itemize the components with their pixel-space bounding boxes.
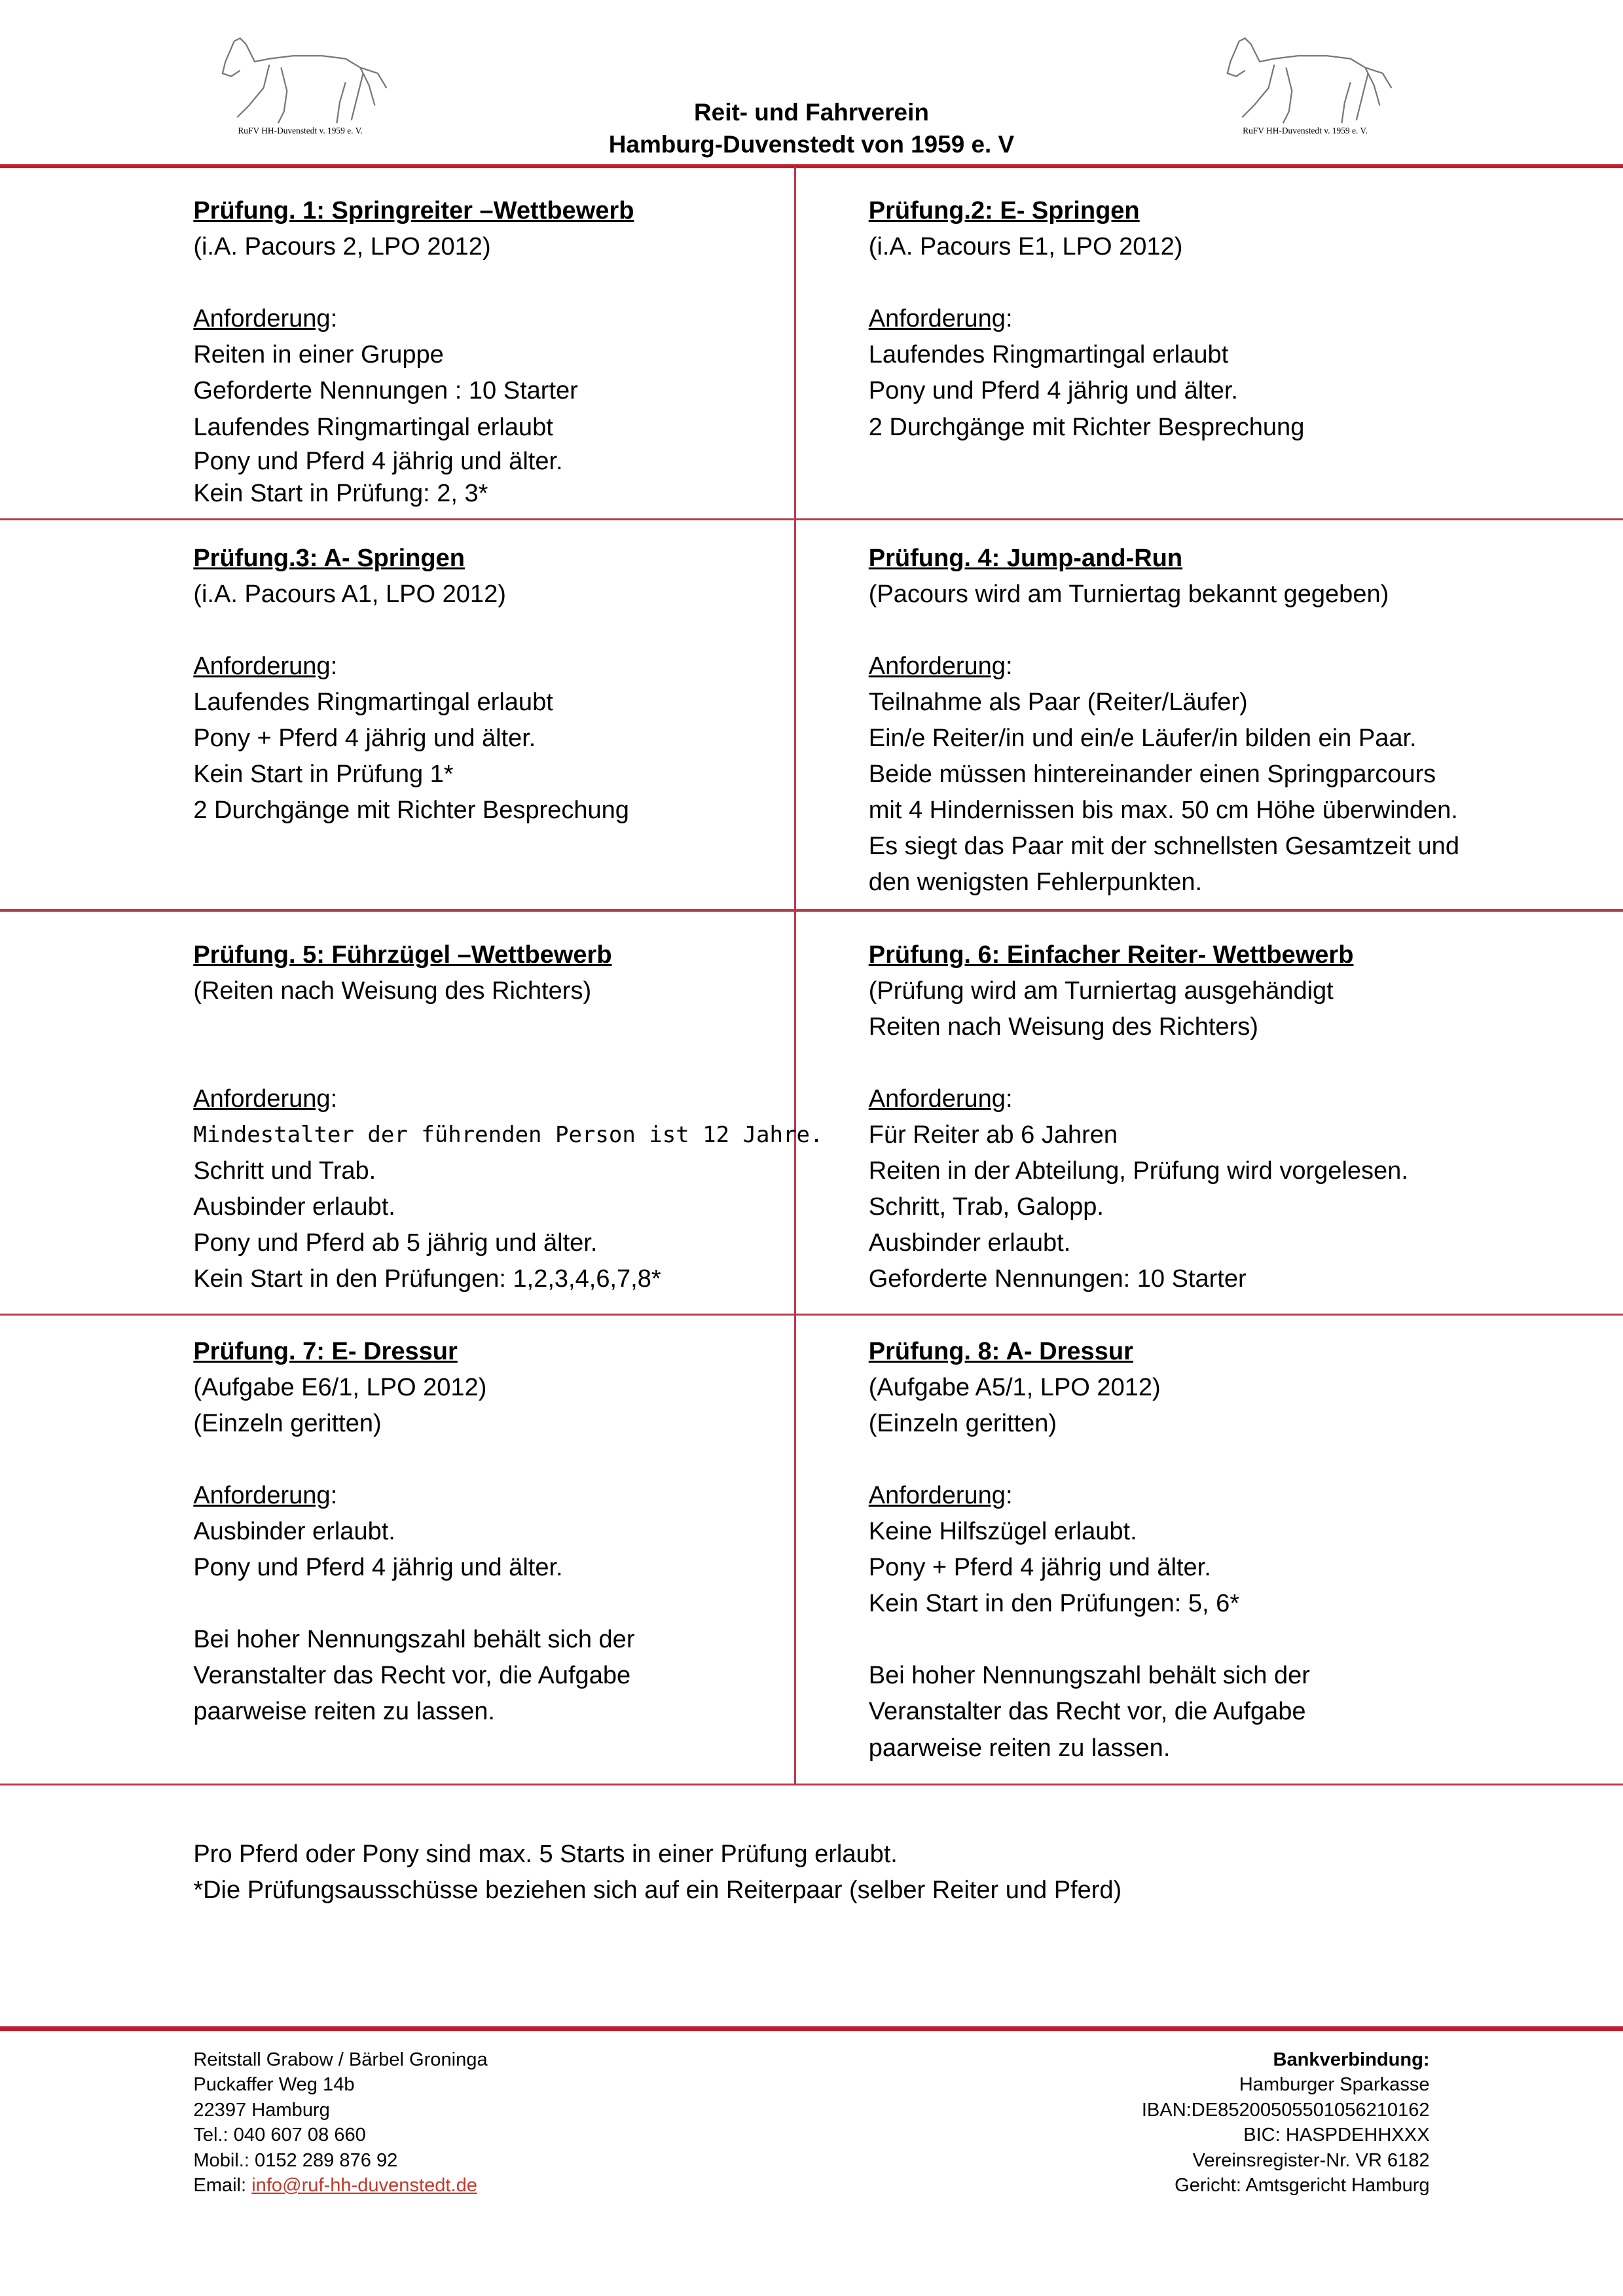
row-divider (0, 1314, 1623, 1316)
requirement-line: Teilnahme als Paar (Reiter/Läufer) (868, 688, 1248, 716)
footer-contact-line: 22397 Hamburg (193, 2099, 330, 2121)
requirement-label: Anforderung (868, 305, 1006, 333)
requirement-label-line: Anforderung: (868, 1085, 1013, 1113)
bank-heading: Bankverbindung: (1273, 2049, 1430, 2070)
requirement-label: Anforderung (868, 652, 1006, 680)
section-pruefung-1 (193, 193, 634, 510)
requirement-line: Laufendes Ringmartingal erlaubt (193, 413, 553, 441)
header-rule (0, 164, 1623, 169)
footer-rule (0, 2026, 1623, 2031)
requirement-line: Ausbinder erlaubt. (193, 1193, 395, 1221)
footer-bank (1142, 2047, 1430, 2198)
blank-line (869, 1045, 1408, 1081)
requirement-line: paarweise reiten zu lassen. (868, 1734, 1171, 1762)
row-divider (0, 909, 1623, 911)
requirement-line: Geforderte Nennungen : 10 Starter (193, 377, 578, 405)
requirement-line: Geforderte Nennungen: 10 Starter (868, 1265, 1247, 1293)
note-line: Pro Pferd oder Pony sind max. 5 Starts in einer Prüfung erlaubt. (193, 1840, 898, 1868)
row-divider (0, 518, 1623, 520)
row-divider (0, 1784, 1623, 1785)
section-subline: Reiten nach Weisung des Richters) (868, 1013, 1258, 1041)
requirement-line: Pony und Pferd 4 jährig und älter. (868, 377, 1238, 405)
section-subline: (i.A. Pacours A1, LPO 2012) (193, 580, 506, 608)
club-title-line-2: Hamburg-Duvenstedt von 1959 e. V (608, 131, 1015, 158)
section-pruefung-7 (193, 1334, 634, 1730)
requirement-line: Kein Start in den Prüfungen: 5, 6* (868, 1590, 1240, 1618)
section-heading: Prüfung. 5: Führzügel –Wettbewerb (193, 941, 612, 969)
requirement-line: Ausbinder erlaubt. (868, 1229, 1071, 1257)
requirement-line: Für Reiter ab 6 Jahren (868, 1121, 1118, 1149)
bank-line: Gericht: Amtsgericht Hamburg (1175, 2175, 1430, 2197)
section-subline: (Reiten nach Weisung des Richters) (193, 977, 592, 1005)
section-heading: Prüfung. 7: E- Dressur (193, 1338, 458, 1366)
section-subline: (i.A. Pacours E1, LPO 2012) (868, 233, 1183, 261)
logo-caption: RuFV HH-Duvenstedt v. 1959 e. V. (1243, 126, 1368, 136)
requirement-label-line: Anforderung: (193, 1085, 338, 1113)
requirement-label: Anforderung (193, 1085, 331, 1113)
requirement-line: Ausbinder erlaubt. (193, 1518, 395, 1546)
logo-caption: RuFV HH-Duvenstedt v. 1959 e. V. (238, 126, 363, 136)
section-pruefung-3 (193, 541, 629, 829)
section-pruefung-6 (869, 937, 1408, 1297)
requirement-label-line: Anforderung: (193, 652, 338, 680)
club-logo-right (1210, 29, 1400, 147)
email-label: Email: (193, 2175, 252, 2197)
requirement-label-line: Anforderung: (193, 1482, 338, 1510)
section-heading: Prüfung.2: E- Springen (868, 197, 1140, 225)
blank-line (193, 613, 629, 649)
requirement-label-line: Anforderung: (868, 652, 1013, 680)
footer-contact-line: Tel.: 040 607 08 660 (193, 2125, 366, 2146)
section-pruefung-4 (869, 541, 1459, 901)
requirement-line: Veranstalter das Recht vor, die Aufgabe (868, 1698, 1306, 1726)
requirement-line: Kein Start in Prüfung 1* (193, 760, 454, 788)
requirement-line: Schritt, Trab, Galopp. (868, 1193, 1104, 1221)
requirement-line: Schritt und Trab. (193, 1157, 376, 1185)
section-heading: Prüfung.3: A- Springen (193, 544, 465, 572)
requirement-line: 2 Durchgänge mit Richter Besprechung (193, 796, 629, 824)
section-heading: Prüfung. 1: Springreiter –Wettbewerb (193, 197, 634, 225)
requirement-line: Reiten in einer Gruppe (193, 341, 444, 369)
club-title-line-1: Reit- und Fahrverein (694, 98, 929, 126)
footer-contact-line: Puckaffer Weg 14b (193, 2074, 355, 2096)
requirement-line: Veranstalter das Recht vor, die Aufgabe (193, 1662, 631, 1690)
requirement-line: mit 4 Hindernissen bis max. 50 cm Höhe überwinden. (868, 796, 1458, 824)
section-pruefung-8 (869, 1334, 1310, 1766)
bank-line: IBAN:DE85200505501056210162 (1141, 2099, 1430, 2121)
bank-line: Hamburger Sparkasse (1239, 2074, 1430, 2096)
club-logo-left (205, 29, 395, 147)
section-pruefung-2 (869, 193, 1305, 445)
requirement-line: Mindestalter der führenden Person ist 12 Jahre. (193, 1122, 824, 1149)
requirement-label: Anforderung (193, 305, 331, 333)
blank-line (869, 265, 1305, 301)
blank-line (193, 1442, 634, 1478)
blank-line (193, 265, 634, 301)
section-subline: (Aufgabe E6/1, LPO 2012) (193, 1374, 487, 1402)
section-subline: (Einzeln geritten) (193, 1410, 382, 1438)
section-heading: Prüfung. 6: Einfacher Reiter- Wettbewerb (868, 941, 1354, 969)
requirement-line: Beide müssen hintereinander einen Springparcours (868, 760, 1436, 788)
section-subline: (Einzeln geritten) (868, 1410, 1057, 1438)
blank-line (193, 1586, 634, 1622)
requirement-line: paarweise reiten zu lassen. (193, 1698, 495, 1726)
requirement-label: Anforderung (193, 1482, 331, 1510)
section-pruefung-5 (193, 937, 823, 1297)
email-link[interactable]: info@ruf-hh-duvenstedt.de (251, 2175, 477, 2197)
requirement-line: Keine Hilfszügel erlaubt. (868, 1518, 1137, 1546)
footer-contact-line: Reitstall Grabow / Bärbel Groninga (193, 2049, 488, 2070)
section-subline: (Prüfung wird am Turniertag ausgehändigt (868, 977, 1334, 1005)
requirement-label: Anforderung (868, 1482, 1006, 1510)
requirement-line: Kein Start in Prüfung: 2, 3* (193, 479, 488, 507)
footer-contact (193, 2047, 487, 2198)
section-subline: (i.A. Pacours 2, LPO 2012) (193, 233, 491, 261)
blank-line (193, 1045, 823, 1081)
blank-line (869, 1622, 1310, 1658)
requirement-line: Pony + Pferd 4 jährig und älter. (193, 724, 536, 752)
requirement-line: den wenigsten Fehlerpunkten. (868, 868, 1203, 896)
requirement-line: Es siegt das Paar mit der schnellsten Gesamtzeit und (868, 832, 1459, 860)
requirement-line: Bei hoher Nennungszahl behält sich der (868, 1662, 1310, 1690)
requirement-label: Anforderung (868, 1085, 1006, 1113)
requirement-line: Ein/e Reiter/in und ein/e Läufer/in bilden ein Paar. (868, 724, 1417, 752)
requirement-line: Kein Start in den Prüfungen: 1,2,3,4,6,7,8* (193, 1265, 661, 1293)
blank-line (869, 613, 1459, 649)
note-line: *Die Prüfungsausschüsse beziehen sich auf ein Reiterpaar (selber Reiter und Pferd) (193, 1876, 1122, 1904)
footer-email-line (193, 2173, 487, 2198)
section-subline: (Aufgabe A5/1, LPO 2012) (868, 1374, 1161, 1402)
blank-line (193, 1009, 823, 1045)
requirement-label-line: Anforderung: (868, 1482, 1013, 1510)
requirement-line: 2 Durchgänge mit Richter Besprechung (868, 413, 1305, 441)
requirement-line: Pony und Pferd 4 jährig und älter. (193, 1554, 563, 1582)
requirement-label: Anforderung (193, 652, 331, 680)
requirement-label-line: Anforderung: (193, 305, 338, 333)
requirement-line: Reiten in der Abteilung, Prüfung wird vorgelesen. (868, 1157, 1408, 1185)
requirement-line: Laufendes Ringmartingal erlaubt (193, 688, 553, 716)
section-heading: Prüfung. 8: A- Dressur (868, 1338, 1133, 1366)
requirement-line: Pony und Pferd ab 5 jährig und älter. (193, 1229, 598, 1257)
requirement-line: Pony + Pferd 4 jährig und älter. (868, 1554, 1211, 1582)
section-subline: (Pacours wird am Turniertag bekannt gegeben) (868, 580, 1389, 608)
section-heading: Prüfung. 4: Jump-and-Run (868, 544, 1183, 572)
requirement-line: Bei hoher Nennungszahl behält sich der (193, 1626, 635, 1654)
general-notes (193, 1837, 1122, 1909)
blank-line (869, 1442, 1310, 1478)
requirement-line: Laufendes Ringmartingal erlaubt (868, 341, 1229, 369)
requirement-line: Pony und Pferd 4 jährig und älter. (193, 447, 563, 475)
bank-line: Vereinsregister-Nr. VR 6182 (1192, 2149, 1430, 2171)
requirement-label-line: Anforderung: (868, 305, 1013, 333)
footer-contact-line: Mobil.: 0152 289 876 92 (193, 2149, 398, 2171)
bank-line: BIC: HASPDEHHXXX (1243, 2125, 1430, 2146)
